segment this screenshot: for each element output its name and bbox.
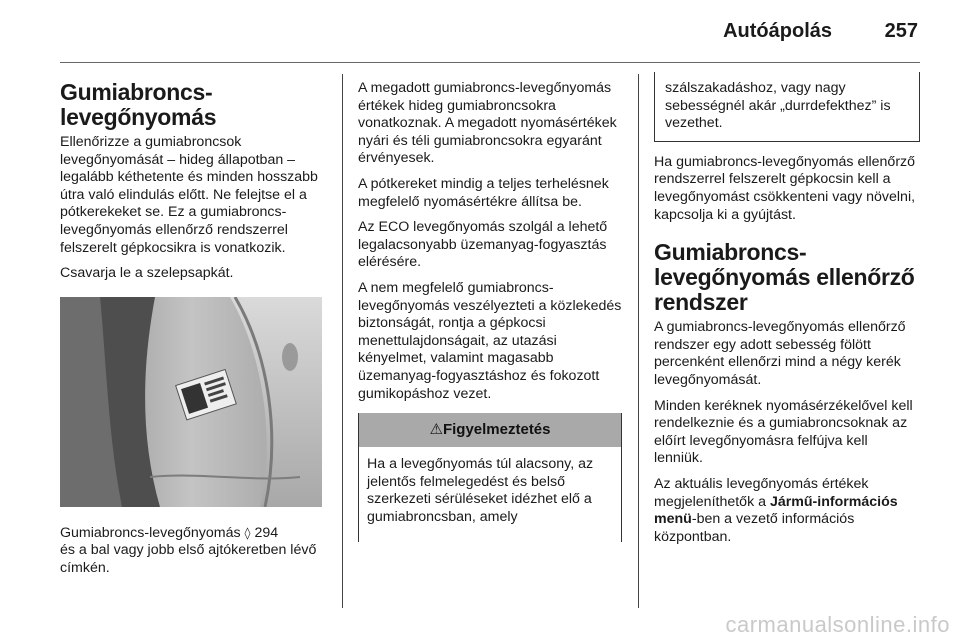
paragraph: Ha gumiabroncs-levegőnyomás ellenőrző rendszerrel felszerelt gépkocsin kell a levegőnyomást csökkenteni vagy növelni, kapcsolja ki a gyújtást. (654, 153, 916, 223)
section-heading-tpms (654, 240, 920, 315)
paragraph: Minden keréknek nyomásérzékelővel kell rendelkeznie és a gumiabroncsoknak az előírt levegőnyomásra felfújva kell lenniük. (654, 397, 913, 467)
warning-box (358, 413, 622, 542)
column-2 (358, 80, 624, 542)
menu-name: Jármű-információs menü (654, 493, 898, 528)
text-run: -ben a vezető információs központban. (654, 511, 855, 545)
heading-line-1: Gumiabroncs- (654, 239, 807, 266)
running-header-title: Autóápolás (723, 20, 832, 42)
warning-title: Figyelmeztetés (442, 421, 551, 439)
watermark: carmanualsonline.info (725, 612, 950, 637)
column-divider-2 (638, 74, 639, 608)
paragraph: A gumiabroncs-levegőnyomás ellenőrző rendszer egy adott sebesség fölött percenként ellenőrzi mind a négy kerék levegőnyomását. (654, 319, 906, 388)
caption-text: Gumiabroncs-levegőnyomás (60, 524, 241, 541)
page-reference-icon: ◊ (244, 525, 251, 540)
paragraph: Csavarja le a szelepsapkát. (60, 265, 234, 282)
column-3 (654, 72, 920, 554)
warning-header (359, 413, 621, 447)
heading-line-3: rendszer (654, 289, 748, 316)
paragraph (654, 476, 920, 546)
header-divider (60, 62, 920, 63)
text-run: Az aktuális levegőnyomás értékek megjeleníthetők a (654, 475, 869, 510)
caption-rest: és a bal vagy jobb első ajtókeretben lévő címkén. (60, 542, 317, 576)
warning-box-continued: szálszakadáshoz, vagy nagy sebességnél akár „durrdefekthez” is vezethet. (654, 72, 920, 142)
paragraph: A megadott gumiabroncs-levegőnyomás értékek hideg gumiabroncsokra vonatkoznak. A megadott nyomásértékek nyári és téli gumiabroncsokra egyaránt érvényesek. (358, 80, 617, 167)
page-number: 257 (884, 20, 918, 42)
warning-text: Ha a levegőnyomás túl alacsony, az jelentős felmelegedést és belső szerkezeti sérüléseket idézhet elő a gumiabroncsban, amely (367, 456, 594, 525)
door-frame-illustration (60, 297, 322, 507)
column-divider-1 (342, 74, 343, 608)
section-heading-tire-pressure (60, 80, 330, 130)
heading-line-1: Gumiabroncs- (60, 79, 213, 105)
door-frame-label-photo (60, 297, 322, 507)
paragraph: Az ECO levegőnyomás szolgál a lehető legalacsonyabb üzemanyag-fogyasztás elérésére. (358, 219, 608, 271)
paragraph: A pótkereket mindig a teljes terhelésnek megfelelő nyomásértékre állítsa be. (358, 175, 609, 210)
paragraph: A nem megfelelő gumiabroncs-levegőnyomás veszélyezteti a közlekedés biztonságát, rontja a gépkocsi menettulajdonságait, az utazási kényelmet, valamint magasabb üzemanyag-fogyasztáshoz és fokozott gumikopáshoz vezet. (358, 279, 622, 402)
image-caption (60, 525, 330, 578)
caption-page-ref: 294 (254, 524, 279, 541)
heading-line-2: levegőnyomás ellenőrző (654, 264, 915, 291)
column-1 (60, 80, 330, 586)
warning-icon: ⚠ (429, 421, 443, 439)
paragraph: Ellenőrizze a gumiabroncsok levegőnyomását – hideg állapotban – legalább kéthetente és minden hosszabb útra való elindulás előtt. Ne felejtse el a pótkerekeket se. Ez a gumiabroncs-levegőnyomás ellenőrző rendszerrel felszerelt gépkocsikra is vonatkozik. (60, 134, 318, 256)
heading-line-2: levegőnyomás (60, 104, 217, 130)
